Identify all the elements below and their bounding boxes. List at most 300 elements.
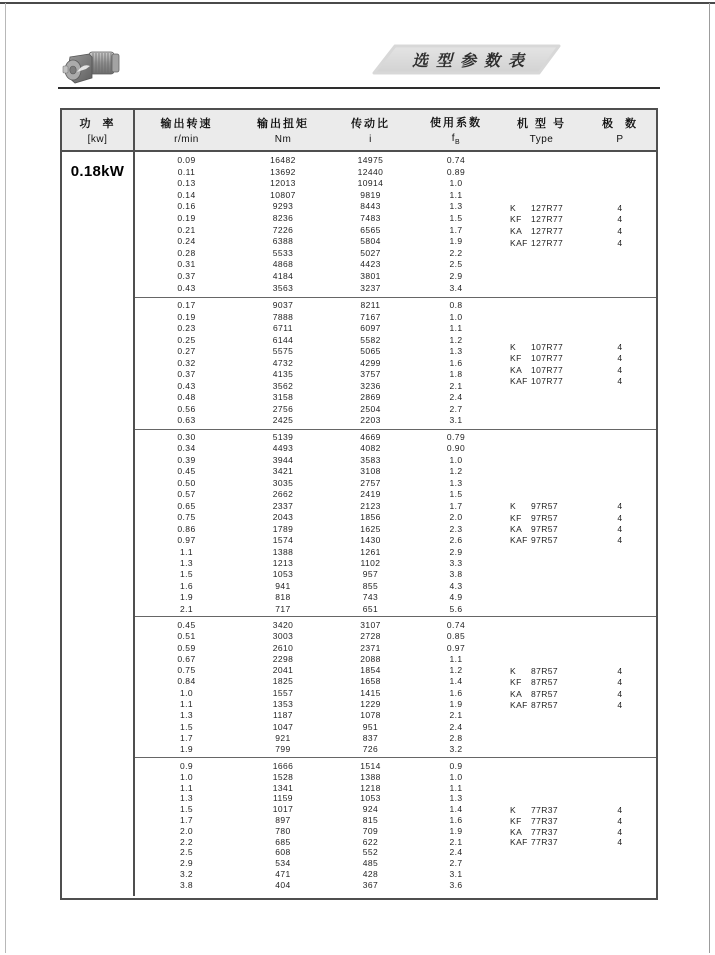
output-torque-value: 2043 bbox=[272, 512, 294, 523]
output-torque-value: 1159 bbox=[273, 793, 293, 804]
output-speed-value: 1.6 bbox=[179, 580, 194, 591]
output-torque-value: 5533 bbox=[272, 247, 294, 258]
output-torque-value: 1341 bbox=[272, 782, 294, 793]
service-factor-value: 2.4 bbox=[449, 847, 463, 858]
column-header-unit: r/min bbox=[174, 134, 199, 145]
output-speed-value: 1.3 bbox=[179, 793, 194, 804]
output-speed-value: 0.28 bbox=[177, 247, 196, 258]
output-speed-column bbox=[135, 761, 238, 892]
model-type: KA 107R77 bbox=[510, 364, 564, 375]
output-speed-value: 0.59 bbox=[177, 642, 196, 653]
output-torque-value: 3003 bbox=[272, 631, 294, 642]
output-torque-value: 1666 bbox=[272, 761, 294, 771]
model-type: K 77R37 bbox=[510, 804, 559, 815]
ratio-value: 1078 bbox=[360, 710, 381, 721]
poles-value: 4 bbox=[617, 535, 623, 546]
ratio-value: 1218 bbox=[360, 782, 381, 793]
service-factor-value: 4.3 bbox=[449, 580, 463, 591]
poles-group bbox=[584, 342, 656, 388]
model-group bbox=[499, 342, 584, 388]
column-header bbox=[238, 110, 328, 150]
output-torque-value: 5139 bbox=[272, 432, 294, 442]
output-torque-value: 1388 bbox=[272, 546, 294, 557]
ratio-value: 2371 bbox=[360, 642, 381, 653]
poles-value: 4 bbox=[617, 524, 623, 534]
poles-value: 4 bbox=[617, 677, 623, 688]
ratio-value: 3801 bbox=[360, 270, 381, 281]
service-factor-value: 3.8 bbox=[449, 569, 463, 580]
output-speed-value: 2.5 bbox=[179, 847, 194, 858]
service-factor-value: 2.8 bbox=[449, 732, 463, 743]
ratio-value: 552 bbox=[362, 847, 379, 858]
ratio-value: 6097 bbox=[360, 323, 381, 333]
poles-value: 4 bbox=[617, 826, 623, 837]
output-torque-value: 4493 bbox=[272, 443, 294, 454]
output-torque-value: 608 bbox=[275, 847, 291, 858]
ratio-value: 4669 bbox=[360, 432, 381, 442]
poles-group bbox=[584, 203, 656, 249]
output-speed-value: 2.1 bbox=[179, 603, 194, 614]
output-torque-value: 13692 bbox=[270, 166, 296, 177]
ratio-value: 2203 bbox=[360, 415, 381, 425]
data-block bbox=[135, 757, 656, 892]
column-header-label: 功 率 bbox=[79, 118, 116, 130]
output-speed-value: 0.63 bbox=[177, 415, 196, 425]
model-type: K 107R77 bbox=[510, 341, 564, 352]
output-torque-value: 1053 bbox=[272, 569, 294, 580]
output-speed-value: 0.43 bbox=[177, 282, 196, 293]
model-column bbox=[499, 432, 584, 616]
ratio-value: 855 bbox=[362, 580, 379, 591]
ratio-value: 7167 bbox=[360, 311, 381, 322]
output-torque-value: 2756 bbox=[272, 403, 294, 414]
output-speed-value: 1.7 bbox=[179, 732, 194, 743]
output-speed-value: 1.1 bbox=[179, 546, 194, 557]
poles-value: 4 bbox=[617, 202, 623, 213]
service-factor-value: 2.1 bbox=[449, 710, 463, 721]
output-speed-value: 3.8 bbox=[179, 879, 194, 890]
output-speed-value: 1.1 bbox=[179, 699, 194, 710]
model-group bbox=[499, 203, 584, 249]
service-factor-value: 2.4 bbox=[449, 392, 463, 402]
ratio-value: 485 bbox=[362, 858, 379, 869]
model-type: KF 107R77 bbox=[510, 353, 564, 363]
poles-group bbox=[584, 666, 656, 711]
output-torque-column bbox=[238, 300, 328, 429]
service-factor-value: 2.7 bbox=[449, 858, 463, 869]
output-torque-column bbox=[238, 761, 328, 892]
output-torque-value: 1528 bbox=[272, 771, 294, 782]
output-torque-value: 2610 bbox=[272, 642, 294, 653]
poles-value: 4 bbox=[617, 214, 623, 225]
service-factor-value: 1.7 bbox=[449, 500, 463, 511]
output-speed-value: 1.9 bbox=[179, 744, 194, 755]
output-torque-value: 1574 bbox=[272, 535, 294, 546]
poles-value: 4 bbox=[617, 804, 623, 815]
ratio-value: 1261 bbox=[360, 546, 381, 557]
output-torque-value: 2337 bbox=[272, 500, 294, 511]
service-factor-value: 0.90 bbox=[446, 443, 466, 454]
column-header-label: 机 型 号 bbox=[516, 118, 567, 130]
poles-value: 4 bbox=[617, 512, 623, 523]
output-speed-value: 0.9 bbox=[179, 761, 194, 771]
output-speed-value: 0.56 bbox=[177, 403, 196, 414]
output-speed-value: 1.9 bbox=[179, 592, 194, 603]
output-speed-value: 0.30 bbox=[177, 432, 196, 442]
output-torque-value: 1557 bbox=[272, 687, 294, 698]
model-type: KAF 127R77 bbox=[510, 237, 564, 248]
ratio-value: 10914 bbox=[357, 178, 384, 189]
service-factor-value: 2.6 bbox=[449, 535, 463, 546]
column-header bbox=[135, 110, 238, 150]
service-factor-value: 0.74 bbox=[446, 155, 466, 165]
service-factor-value: 1.4 bbox=[449, 804, 463, 815]
output-speed-value: 0.21 bbox=[177, 224, 196, 235]
ratio-value: 7483 bbox=[360, 212, 381, 223]
service-factor-value: 1.2 bbox=[449, 334, 463, 345]
output-torque-value: 1825 bbox=[272, 676, 294, 687]
service-factor-value: 5.6 bbox=[449, 603, 463, 614]
model-type: K 87R57 bbox=[510, 665, 559, 676]
output-speed-value: 0.17 bbox=[177, 300, 196, 310]
output-torque-column bbox=[238, 620, 328, 757]
ratio-value: 1053 bbox=[360, 793, 381, 804]
output-speed-value: 1.3 bbox=[179, 557, 194, 568]
output-torque-column bbox=[238, 432, 328, 616]
service-factor-value: 4.9 bbox=[449, 592, 463, 603]
output-speed-value: 1.0 bbox=[179, 687, 194, 698]
poles-column bbox=[584, 761, 656, 892]
service-factor-value: 2.4 bbox=[449, 721, 463, 732]
service-factor-value: 3.2 bbox=[449, 744, 463, 755]
ratio-value: 1854 bbox=[360, 665, 381, 676]
output-torque-value: 10807 bbox=[270, 189, 296, 200]
output-speed-value: 1.1 bbox=[179, 782, 194, 793]
section-title: 选型参数表 bbox=[411, 53, 532, 70]
output-torque-value: 1789 bbox=[272, 523, 294, 534]
output-torque-value: 6144 bbox=[272, 334, 294, 345]
output-speed-value: 0.51 bbox=[177, 631, 196, 642]
output-speed-column bbox=[135, 300, 238, 429]
model-column bbox=[499, 620, 584, 757]
model-column bbox=[499, 155, 584, 297]
service-factor-value: 2.1 bbox=[449, 836, 463, 847]
ratio-value: 1514 bbox=[360, 761, 381, 771]
output-speed-value: 0.86 bbox=[177, 523, 196, 534]
ratio-value: 951 bbox=[362, 721, 379, 732]
output-torque-value: 2041 bbox=[272, 665, 294, 676]
ratio-value: 8211 bbox=[360, 300, 381, 310]
poles-value: 4 bbox=[617, 341, 623, 352]
ratio-value: 2504 bbox=[360, 403, 381, 414]
output-speed-value: 0.19 bbox=[177, 311, 196, 322]
service-factor-column bbox=[413, 155, 499, 297]
service-factor-value: 1.1 bbox=[449, 189, 463, 200]
ratio-value: 6565 bbox=[360, 224, 381, 235]
column-header bbox=[413, 110, 499, 150]
output-speed-value: 0.65 bbox=[177, 500, 196, 511]
service-factor-value: 1.0 bbox=[449, 311, 463, 322]
model-type: KAF 97R57 bbox=[510, 535, 559, 546]
data-block bbox=[135, 297, 656, 429]
output-torque-value: 3944 bbox=[272, 454, 294, 465]
poles-column bbox=[584, 300, 656, 429]
output-torque-value: 4868 bbox=[272, 259, 294, 270]
output-torque-value: 6711 bbox=[273, 323, 293, 333]
output-torque-column bbox=[238, 155, 328, 297]
output-torque-value: 2662 bbox=[272, 489, 294, 500]
column-header bbox=[499, 110, 584, 150]
ratio-value: 1388 bbox=[360, 771, 381, 782]
ratio-value: 3237 bbox=[360, 282, 381, 293]
column-header-unit: Nm bbox=[274, 134, 292, 145]
model-type: KF 87R57 bbox=[510, 677, 559, 688]
service-factor-value: 1.5 bbox=[449, 489, 463, 500]
ratio-column bbox=[328, 432, 413, 616]
ratio-column bbox=[328, 300, 413, 429]
poles-value: 4 bbox=[617, 837, 623, 848]
column-header-label: 极 数 bbox=[601, 118, 639, 130]
power-column bbox=[62, 152, 135, 896]
output-speed-value: 0.37 bbox=[177, 369, 196, 379]
ratio-value: 12440 bbox=[357, 166, 384, 177]
output-speed-value: 0.97 bbox=[177, 535, 196, 546]
output-speed-column bbox=[135, 432, 238, 616]
output-torque-value: 3563 bbox=[272, 282, 294, 293]
output-torque-value: 818 bbox=[275, 592, 291, 603]
output-torque-value: 4732 bbox=[272, 357, 294, 368]
column-header-label: 传动比 bbox=[351, 118, 390, 130]
output-torque-value: 5575 bbox=[272, 346, 294, 356]
service-factor-value: 1.6 bbox=[449, 687, 463, 698]
page-edge-left bbox=[5, 3, 6, 953]
service-factor-value: 1.4 bbox=[449, 676, 463, 687]
ratio-value: 651 bbox=[362, 603, 379, 614]
ratio-value: 367 bbox=[362, 879, 379, 890]
output-speed-value: 0.45 bbox=[177, 620, 196, 630]
service-factor-column bbox=[413, 620, 499, 757]
service-factor-column bbox=[413, 432, 499, 616]
model-type: K 127R77 bbox=[510, 202, 564, 213]
model-type: KA 127R77 bbox=[510, 226, 564, 236]
output-torque-value: 1213 bbox=[272, 557, 294, 568]
service-factor-value: 0.8 bbox=[449, 300, 463, 310]
page-edge-right bbox=[709, 3, 710, 953]
service-factor-value: 1.8 bbox=[449, 369, 463, 379]
output-speed-value: 0.13 bbox=[177, 178, 196, 189]
poles-column bbox=[584, 155, 656, 297]
output-speed-value: 2.2 bbox=[179, 836, 194, 847]
service-factor-value: 3.1 bbox=[449, 868, 463, 879]
output-speed-value: 0.75 bbox=[177, 512, 196, 523]
output-speed-value: 1.5 bbox=[179, 804, 194, 815]
poles-group bbox=[584, 805, 656, 848]
poles-value: 4 bbox=[617, 815, 623, 826]
output-torque-value: 12013 bbox=[270, 178, 296, 189]
output-torque-value: 941 bbox=[275, 580, 291, 591]
ratio-value: 743 bbox=[362, 592, 379, 603]
output-torque-value: 1353 bbox=[272, 699, 294, 710]
output-speed-value: 1.3 bbox=[179, 710, 194, 721]
service-factor-value: 1.3 bbox=[449, 477, 463, 488]
service-factor-value: 2.7 bbox=[449, 403, 463, 414]
service-factor-column bbox=[413, 300, 499, 429]
service-factor-value: 1.9 bbox=[449, 236, 463, 247]
output-speed-value: 0.67 bbox=[177, 653, 196, 664]
ratio-value: 2757 bbox=[360, 477, 381, 488]
output-torque-value: 717 bbox=[275, 603, 291, 614]
ratio-value: 726 bbox=[362, 744, 379, 755]
service-factor-value: 1.2 bbox=[449, 466, 463, 477]
ratio-value: 1658 bbox=[360, 676, 381, 687]
table-header-row bbox=[62, 110, 656, 152]
ratio-value: 4299 bbox=[360, 357, 381, 368]
output-torque-value: 3035 bbox=[272, 477, 294, 488]
output-torque-value: 9037 bbox=[272, 300, 294, 310]
service-factor-value: 1.3 bbox=[449, 346, 463, 356]
output-speed-value: 2.0 bbox=[179, 825, 194, 836]
output-speed-value: 0.39 bbox=[177, 454, 196, 465]
ratio-value: 1229 bbox=[360, 699, 381, 710]
model-type: KAF 77R37 bbox=[510, 837, 559, 848]
ratio-value: 815 bbox=[362, 814, 379, 825]
column-header-power bbox=[62, 110, 135, 150]
column-header-unit: P bbox=[616, 134, 624, 145]
table-body bbox=[62, 152, 656, 896]
ratio-value: 3108 bbox=[360, 466, 381, 477]
output-torque-value: 3421 bbox=[272, 466, 294, 477]
data-block bbox=[135, 429, 656, 616]
model-type: KAF 87R57 bbox=[510, 699, 559, 710]
service-factor-value: 1.7 bbox=[449, 224, 463, 235]
output-speed-value: 1.5 bbox=[179, 569, 194, 580]
model-type: KF 127R77 bbox=[510, 214, 564, 225]
model-type: KAF 107R77 bbox=[510, 376, 564, 386]
output-torque-value: 1047 bbox=[272, 721, 294, 732]
ratio-value: 428 bbox=[362, 868, 379, 879]
ratio-value: 3757 bbox=[360, 369, 381, 379]
service-factor-value: 2.5 bbox=[449, 259, 463, 270]
output-speed-value: 0.43 bbox=[177, 380, 196, 391]
poles-value: 4 bbox=[617, 237, 623, 248]
output-torque-value: 404 bbox=[275, 879, 291, 890]
section-title-banner bbox=[371, 44, 563, 75]
ratio-value: 1102 bbox=[360, 557, 381, 568]
output-torque-value: 7226 bbox=[272, 224, 294, 235]
service-factor-value: 1.5 bbox=[449, 212, 463, 223]
service-factor-value: 1.9 bbox=[449, 825, 463, 836]
column-header bbox=[328, 110, 413, 150]
ratio-value: 1415 bbox=[360, 687, 381, 698]
service-factor-value: 1.1 bbox=[449, 782, 463, 793]
ratio-value: 2869 bbox=[360, 392, 381, 402]
output-speed-value: 0.32 bbox=[177, 357, 196, 368]
output-torque-value: 4135 bbox=[272, 369, 294, 379]
output-torque-value: 3420 bbox=[272, 620, 294, 630]
output-speed-value: 0.14 bbox=[177, 189, 196, 200]
output-speed-value: 0.24 bbox=[177, 236, 196, 247]
output-torque-value: 2425 bbox=[272, 415, 294, 425]
service-factor-value: 0.79 bbox=[446, 432, 466, 442]
model-group bbox=[499, 666, 584, 711]
output-speed-value: 3.2 bbox=[179, 868, 194, 879]
service-factor-value: 3.6 bbox=[449, 879, 463, 890]
page-edge-top bbox=[0, 2, 715, 4]
output-speed-value: 0.48 bbox=[177, 392, 196, 402]
output-speed-value: 0.34 bbox=[177, 443, 196, 454]
service-factor-value: 0.97 bbox=[446, 642, 466, 653]
ratio-value: 5065 bbox=[360, 346, 381, 356]
service-factor-value: 0.74 bbox=[446, 620, 466, 630]
output-speed-value: 0.09 bbox=[177, 155, 196, 165]
model-type: KA 77R37 bbox=[510, 826, 559, 837]
model-type: KF 97R57 bbox=[510, 512, 559, 523]
poles-column bbox=[584, 620, 656, 757]
output-speed-value: 0.19 bbox=[177, 212, 196, 223]
output-torque-value: 534 bbox=[275, 858, 291, 869]
output-speed-value: 0.50 bbox=[177, 477, 196, 488]
model-group bbox=[499, 501, 584, 547]
service-factor-value: 1.2 bbox=[449, 665, 463, 676]
service-factor-value: 3.1 bbox=[449, 415, 463, 425]
data-block bbox=[135, 616, 656, 757]
model-type: K 97R57 bbox=[510, 501, 559, 512]
column-header-label: 使用系数 bbox=[430, 117, 482, 129]
selection-table bbox=[60, 108, 658, 900]
ratio-column bbox=[328, 620, 413, 757]
ratio-value: 4423 bbox=[360, 259, 381, 270]
ratio-value: 2728 bbox=[360, 631, 381, 642]
output-speed-value: 1.5 bbox=[179, 721, 194, 732]
ratio-value: 3107 bbox=[360, 620, 381, 630]
model-type: KA 97R57 bbox=[510, 524, 559, 534]
service-factor-value: 0.9 bbox=[449, 761, 463, 771]
output-torque-value: 3158 bbox=[272, 392, 294, 402]
column-header-unit: i bbox=[369, 134, 372, 145]
output-torque-value: 3562 bbox=[272, 380, 294, 391]
output-speed-value: 0.57 bbox=[177, 489, 196, 500]
ratio-value: 2123 bbox=[360, 500, 381, 511]
column-header bbox=[584, 110, 656, 150]
ratio-value: 9819 bbox=[360, 189, 381, 200]
data-block bbox=[135, 152, 656, 297]
service-factor-value: 1.3 bbox=[449, 793, 463, 804]
ratio-column bbox=[328, 761, 413, 892]
service-factor-value: 0.89 bbox=[446, 166, 466, 177]
poles-value: 4 bbox=[617, 353, 623, 363]
service-factor-value: 2.9 bbox=[449, 270, 463, 281]
output-torque-value: 16482 bbox=[270, 155, 296, 165]
poles-value: 4 bbox=[617, 699, 623, 710]
blocks-area bbox=[135, 152, 656, 896]
poles-value: 4 bbox=[617, 688, 623, 699]
ratio-value: 5804 bbox=[360, 236, 381, 247]
ratio-value: 837 bbox=[362, 732, 379, 743]
ratio-value: 3236 bbox=[360, 380, 381, 391]
output-torque-value: 9293 bbox=[272, 201, 294, 212]
output-speed-value: 0.23 bbox=[177, 323, 196, 333]
ratio-column bbox=[328, 155, 413, 297]
output-torque-value: 1187 bbox=[273, 710, 293, 721]
poles-value: 4 bbox=[617, 364, 623, 375]
output-speed-value: 0.11 bbox=[177, 166, 196, 177]
header-rule bbox=[58, 87, 660, 89]
service-factor-value: 1.6 bbox=[449, 814, 463, 825]
service-factor-value: 3.3 bbox=[449, 557, 463, 568]
poles-group bbox=[584, 501, 656, 547]
ratio-value: 2088 bbox=[360, 653, 381, 664]
model-group bbox=[499, 805, 584, 848]
